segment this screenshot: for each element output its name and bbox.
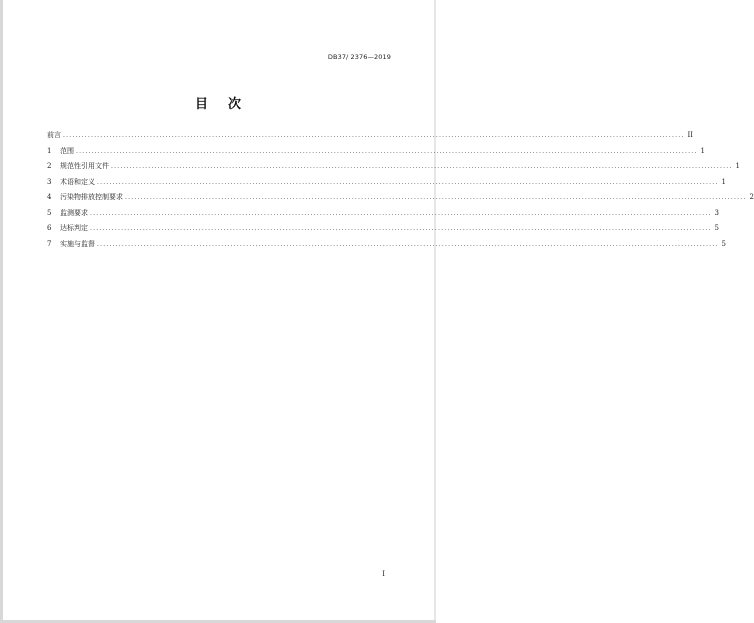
toc-entry-page: 1 [721,177,726,186]
page-number: I [382,570,385,578]
toc-entry-number: 7 [47,239,52,248]
toc-entry-page: 1 [735,162,740,170]
toc-leader-dots: ........................................................................................................................................................................................................ [111,163,733,170]
toc-entry-page: 3 [714,208,719,217]
toc-entry-number: 6 [47,224,52,232]
toc-title: 目次 [194,97,261,112]
toc-entry-page: 1 [700,146,705,155]
toc-leader-dots: ........................................................................................................................................................................................................ [97,240,719,248]
toc-leader-dots: ........................................................................................................................................................................................................ [63,132,685,139]
toc-entry-normative-references[interactable] [47,159,740,175]
toc-leader-dots: ........................................................................................................................................................................................................ [76,147,698,155]
toc-leader-dots: ........................................................................................................................................................................................................ [97,178,719,186]
toc-entry-implementation[interactable] [47,237,726,253]
toc-entry-label: 达标判定 [60,224,88,232]
toc-entry-label: 前言 [47,131,61,139]
toc-entry-number: 2 [47,162,52,170]
toc-entry-label: 范围 [60,146,74,155]
toc-entry-page: 5 [714,224,719,232]
toc-entry-label: 监测要求 [60,208,88,217]
toc-entry-number: 3 [47,177,52,186]
toc-entry-terms-definitions[interactable] [47,175,726,191]
toc-entry-label: 实施与监督 [60,239,95,248]
toc-entry-label: 污染物排放控制要求 [60,193,123,201]
document-code: DB37/ 2376—2019 [327,53,391,61]
toc-entry-scope[interactable] [47,144,705,160]
toc-entry-label: 术语和定义 [60,177,95,186]
toc-entry-number: 1 [47,146,52,155]
toc-entry-page: II [687,131,693,139]
toc-entry-monitoring[interactable] [47,206,719,222]
toc-entry-page: 5 [721,239,726,248]
toc-entry-emission-control[interactable] [47,190,754,206]
toc-entry-page: 2 [749,193,754,201]
toc-entry-foreword[interactable] [47,128,693,144]
toc-leader-dots: ........................................................................................................................................................................................................ [125,194,747,201]
toc-leader-dots: ........................................................................................................................................................................................................ [90,209,712,217]
toc-entry-number: 4 [47,193,52,201]
toc-entry-number: 5 [47,208,52,217]
toc-leader-dots: ........................................................................................................................................................................................................ [90,225,712,232]
table-of-contents [47,128,754,252]
toc-entry-compliance[interactable] [47,221,719,237]
toc-entry-label: 规范性引用文件 [60,162,109,170]
